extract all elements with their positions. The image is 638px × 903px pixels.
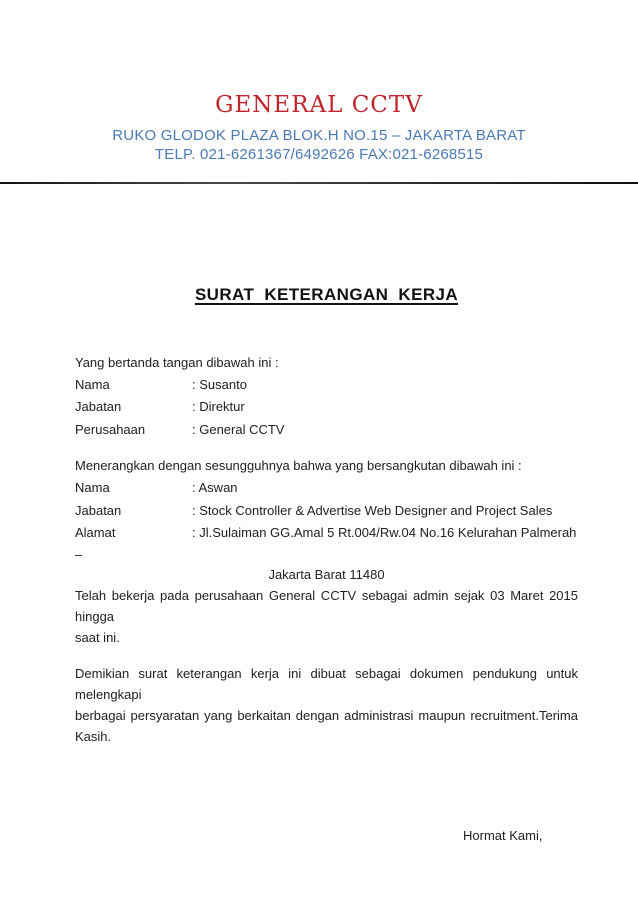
letter-body bbox=[75, 284, 578, 847]
letterhead-phone-fax: TELP. 021-6261367/6492626 FAX:021-6268515 bbox=[154, 146, 484, 163]
detail-value: : Stock Controller & Advertise Web Designer and Project Sales bbox=[192, 502, 553, 518]
paragraph-line: Demikian surat keterangan kerja ini dibuat sebagai dokumen pendukung untuk melengkapi bbox=[75, 665, 578, 702]
detail-value: : General CCTV bbox=[192, 421, 285, 437]
detail-value: : Jl.Sulaiman GG.Amal 5 Rt.004/Rw.04 No.16 Kelurahan Palmerah – bbox=[75, 525, 577, 563]
detail-label: Perusahaan bbox=[75, 421, 146, 437]
company-name: GENERAL CCTV bbox=[215, 92, 423, 118]
signoff: Hormat Kami, bbox=[463, 827, 543, 843]
paragraph-tenure bbox=[75, 585, 578, 648]
detail-label: Nama bbox=[75, 480, 110, 496]
detail-label: Jabatan bbox=[75, 399, 122, 415]
detail-label: Alamat bbox=[75, 525, 116, 541]
detail-row bbox=[75, 374, 578, 396]
detail-value: : Aswan bbox=[192, 480, 238, 496]
employee-address-continued: Jakarta Barat 11480 bbox=[268, 566, 385, 582]
paragraph-line: saat ini. bbox=[75, 629, 120, 645]
paragraph-line: berbagai persyaratan yang berkaitan dengan administrasi maupun recruitment.Terima bbox=[75, 707, 578, 723]
intro-signer: Yang bertanda tangan dibawah ini : bbox=[75, 355, 279, 370]
detail-label: Jabatan bbox=[75, 502, 122, 518]
detail-row bbox=[75, 419, 578, 441]
paragraph-closing bbox=[75, 663, 578, 747]
intro-employee: Menerangkan dengan sesungguhnya bahwa yang bersangkutan dibawah ini : bbox=[75, 458, 522, 474]
detail-label: Nama bbox=[75, 377, 110, 392]
detail-value: : Direktur bbox=[192, 399, 245, 415]
letterhead bbox=[0, 0, 638, 164]
paragraph-line: Kasih. bbox=[75, 728, 112, 744]
letterhead-address: RUKO GLODOK PLAZA BLOK.H NO.15 – JAKARTA BARAT bbox=[112, 127, 526, 144]
letterhead-divider bbox=[0, 182, 638, 184]
detail-row bbox=[75, 396, 578, 418]
detail-row bbox=[75, 477, 578, 499]
detail-row bbox=[75, 500, 578, 522]
paragraph-line: Telah bekerja pada perusahaan General CCTV sebagai admin sejak 03 Maret 2015 hingga bbox=[75, 587, 578, 624]
detail-value: : Susanto bbox=[192, 377, 247, 392]
detail-row bbox=[75, 522, 578, 567]
letter-title: SURAT KETERANGAN KERJA bbox=[194, 285, 459, 304]
